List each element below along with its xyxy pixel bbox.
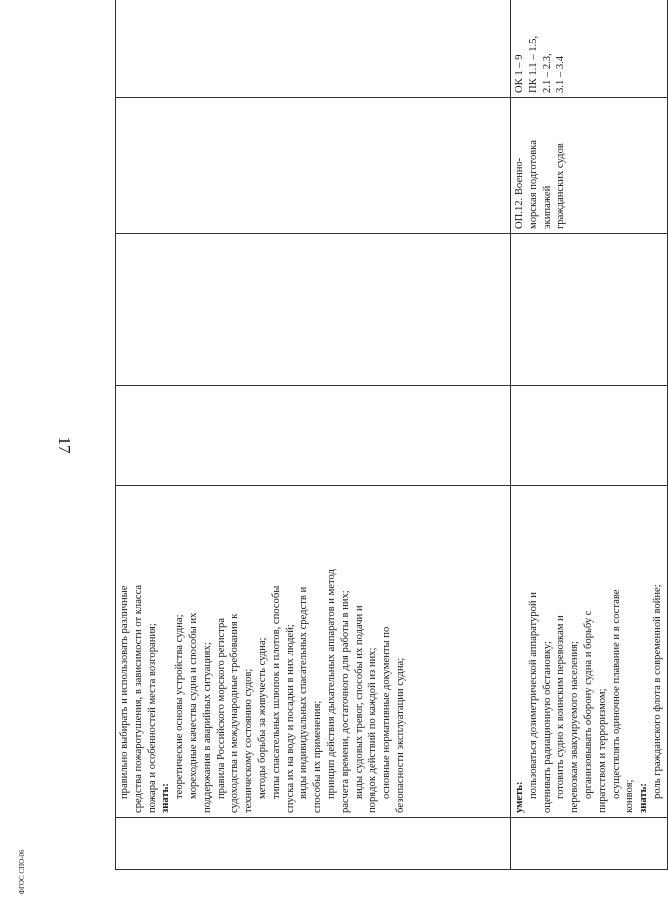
- text-line: правила Российского морского регистра: [215, 618, 227, 799]
- discipline-line: морская подготовка: [527, 140, 539, 229]
- text-line: пиратством и терроризмом;: [596, 688, 608, 813]
- row2-content-cell: [511, 486, 668, 818]
- text-line: осуществлять одиночное плавание и в составе: [610, 589, 622, 799]
- page-number: 17: [55, 436, 74, 454]
- text-line: организовывать оборону судна и борьбу с: [582, 610, 594, 799]
- competency-line: 3.1 – 3.4: [555, 55, 567, 93]
- text-line: перевозкам эвакуируемого населения;: [569, 641, 581, 813]
- row2-col-hours2: [511, 234, 668, 386]
- table-row-2: [511, 0, 668, 870]
- text-line: основные нормативные документы по: [381, 626, 393, 799]
- text-line: мореходные качества судна и способы их: [187, 612, 199, 799]
- row2-competencies-cell: [511, 0, 668, 98]
- text-line: правильно выбирать и использовать различные: [119, 585, 130, 799]
- text-line: типы спасательных шлюпок и плотов, способы: [270, 585, 282, 799]
- text-line: виды судовых тревог, способы их подачи и: [353, 605, 365, 799]
- row1-content-cell: [116, 486, 511, 818]
- footer-standard: ФГОС СПО-06: [18, 849, 26, 895]
- row1-col-discipline: [116, 98, 511, 234]
- competency-line: ПК 1.1 – 1.5,: [527, 35, 539, 93]
- row1-col-competencies: [116, 0, 511, 98]
- competency-table: [115, 0, 668, 870]
- discipline-line: гражданских судов: [555, 143, 567, 229]
- text-line: поддержания в аварийных ситуациях;: [201, 642, 213, 813]
- text-line: порядок действий по каждой из них;: [367, 647, 379, 813]
- row2-col-index: [511, 818, 668, 870]
- competency-line: 2.1 – 2.3,: [541, 53, 553, 93]
- row1-col-index: [116, 818, 511, 870]
- rotated-table-page: [115, 0, 663, 870]
- text-line: уметь:: [514, 781, 525, 813]
- text-line: методы борьбы за живучесть судна;: [256, 637, 268, 799]
- competency-line: ОК 1 – 9: [514, 54, 525, 93]
- row1-col-hours: [116, 386, 511, 486]
- text-line: пожара и особенностей места возгорания;: [146, 623, 158, 813]
- text-line: конвоя;: [624, 779, 636, 813]
- row2-text: [513, 490, 665, 813]
- table-row-1: [116, 0, 511, 870]
- text-line: спуска их на воду и посадки в них людей;: [284, 624, 296, 813]
- text-line: безопасности эксплуатации судна;: [394, 657, 406, 813]
- row1-text: [118, 490, 408, 813]
- discipline-line: ОП.12. Военно-: [514, 157, 525, 229]
- text-line: средства пожаротушения, в зависимости от класса: [132, 584, 144, 813]
- text-line: принцип действия дыхательных аппаратов и метод: [325, 569, 337, 799]
- text-line: пользоваться дозиметрической аппаратурой и: [527, 592, 539, 799]
- text-line: техническому состоянию судов;: [243, 668, 255, 813]
- row2-col-hours: [511, 386, 668, 486]
- text-line: знать:: [638, 783, 650, 813]
- text-line: теоретические основы устройства судна;: [174, 614, 186, 799]
- discipline-line: экипажей: [541, 185, 553, 229]
- text-line: готовить судно к воинским перевозкам и: [555, 615, 567, 799]
- text-line: роль гражданского флота в современной войне;: [651, 584, 663, 799]
- text-line: способы их применения;: [312, 700, 324, 813]
- text-line: виды индивидуальных спасательных средств и: [298, 586, 310, 799]
- text-line: расчета времени, достаточного для работы в них;: [339, 590, 351, 813]
- text-line: судоходства и международные требования к: [229, 613, 241, 813]
- text-line: оценивать радиационную обстановку;: [541, 641, 553, 813]
- row1-col-hours2: [116, 234, 511, 386]
- text-line: знать:: [160, 783, 172, 813]
- row2-discipline-cell: [511, 98, 668, 234]
